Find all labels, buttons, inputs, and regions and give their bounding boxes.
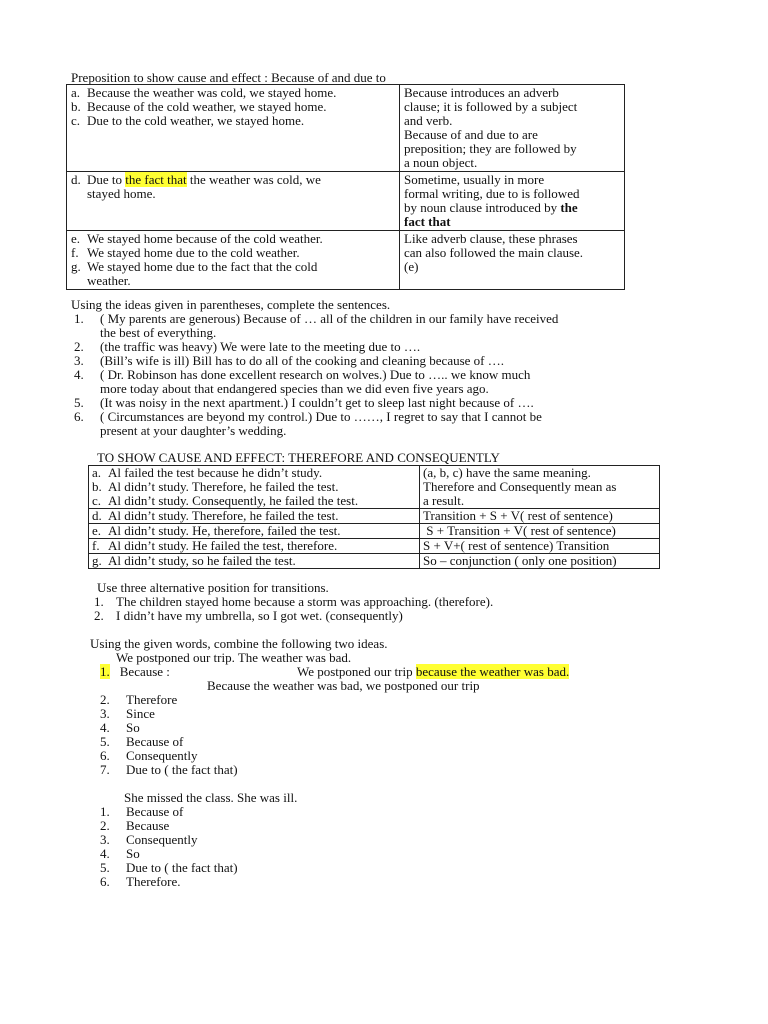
exercise1-list [74,312,558,438]
table-row [67,85,625,172]
list-item: 6. Consequently [100,748,198,763]
section2-heading: TO SHOW CAUSE AND EFFECT: THEREFORE AND CONSEQUENTLY [97,450,500,465]
explanation-cell: Sometime, usually in more formal writing, due to is followed by noun clause introduced by the fact that [400,172,625,231]
list-item: 2. I didn’t have my umbrella, so I got wet. (consequently) [94,608,403,623]
exercise1-instruction: Using the ideas given in parentheses, complete the sentences. [71,297,391,312]
exercise3-prompt1: We postponed our trip. The weather was bad. [116,650,352,665]
example-e: e. We stayed home because of the cold weather. [71,231,323,246]
exercise2-list [94,595,493,623]
table-row: e. Al didn’t study. He, therefore, failed the test. S + Transition + V( rest of sentence) [89,524,660,539]
list-item: 1. The children stayed home because a storm was approaching. (therefore). [94,594,494,609]
list-item: 5. Due to ( the fact that) [100,860,238,875]
list-item: 3. (Bill’s wife is ill) Bill has to do all of the cooking and cleaning because of …. [74,353,504,368]
example-c: c. Due to the cold weather, we stayed home. [71,113,305,128]
list-item: 6. ( Circumstances are beyond my control.) Due to ……, I regret to say that I cannot be present at your daughter’s wedding. [74,409,542,438]
explanation-cell: (a, b, c) have the same meaning. Therefore and Consequently mean as a result. [420,466,660,509]
exercise3-list1 [100,693,238,777]
list-item: 2. Because [100,818,170,833]
highlighted-phrase: the fact that [125,172,187,187]
exercise3-instruction: Using the given words, combine the following two ideas. [90,636,388,651]
list-item: 5. (It was noisy in the next apartment.) I couldn’t get to sleep last night because of …. [74,395,534,410]
list-item: 1. Because of [100,804,184,819]
example-a: a. Because the weather was cold, we stayed home. [71,85,337,100]
exercise3-list2 [100,805,238,889]
cause-effect-preposition-table [66,84,625,290]
explanation-cell: Like adverb clause, these phrases can also followed the main clause. (e) [400,231,625,290]
example-d: d. Due to the fact that the weather was cold, we [71,172,321,187]
list-item: 5. Because of [100,734,184,749]
table-row: d. Al didn’t study. Therefore, he failed the test. Transition + S + V( rest of sentence) [89,509,660,524]
exercise3-prompt2: She missed the class. She was ill. [124,790,298,805]
exercise3-answer2: Because the weather was bad, we postponed our trip [207,678,480,693]
list-item: 4. So [100,720,140,735]
exercise3-answer1: We postponed our trip because the weather was bad. [297,664,570,679]
table-row [67,172,625,231]
transitions-table [88,465,660,569]
example-b: b. Because of the cold weather, we stayed home. [71,99,327,114]
table-row [89,466,660,509]
list-item: 6. Therefore. [100,874,181,889]
exercise3-item-1: 1. Because : [100,664,170,679]
list-item: 2. Therefore [100,692,178,707]
list-item: 3. Since [100,706,155,721]
list-item: 7. Due to ( the fact that) [100,762,238,777]
examples-cell [67,85,400,172]
table-row: g. Al didn’t study, so he failed the test. So – conjunction ( only one position) [89,554,660,569]
example-g: g. We stayed home due to the fact that the cold [71,259,318,274]
list-item: 2. (the traffic was heavy) We were late to the meeting due to …. [74,339,421,354]
examples-cell: e. We stayed home because of the cold weather. f. We stayed home due to the cold weather. g. We stayed home due to the fact that the cold weather. [67,231,400,290]
list-item: 3. Consequently [100,832,198,847]
section1-heading: Preposition to show cause and effect : Because of and due to [71,70,386,85]
explanation-cell: Because introduces an adverb clause; it is followed by a subject and verb. Because of and due to are preposition; they are followed by a noun object. [400,85,625,172]
examples-abc-cell: a. Al failed the test because he didn’t study. b. Al didn’t study. Therefore, he failed the test. c. Al didn’t study. Consequently, he failed the test. [89,466,420,509]
list-item: 4. So [100,846,140,861]
exercise2-instruction: Use three alternative position for transitions. [97,580,329,595]
list-item: 4. ( Dr. Robinson has done excellent research on wolves.) Due to ….. we know much more today about that endangered species than we did even five years ago. [74,367,531,396]
example-f: f. We stayed home due to the cold weather. [71,245,300,260]
table-row: f. Al didn’t study. He failed the test, therefore. S + V+( rest of sentence) Transition [89,539,660,554]
highlighted-answer: because the weather was bad. [415,664,570,679]
list-item: 1. ( My parents are generous) Because of … all of the children in our family have received the best of everything. [74,311,559,340]
table-row [67,231,625,290]
examples-cell: d. Due to the fact that the weather was cold, we stayed home. [67,172,400,231]
